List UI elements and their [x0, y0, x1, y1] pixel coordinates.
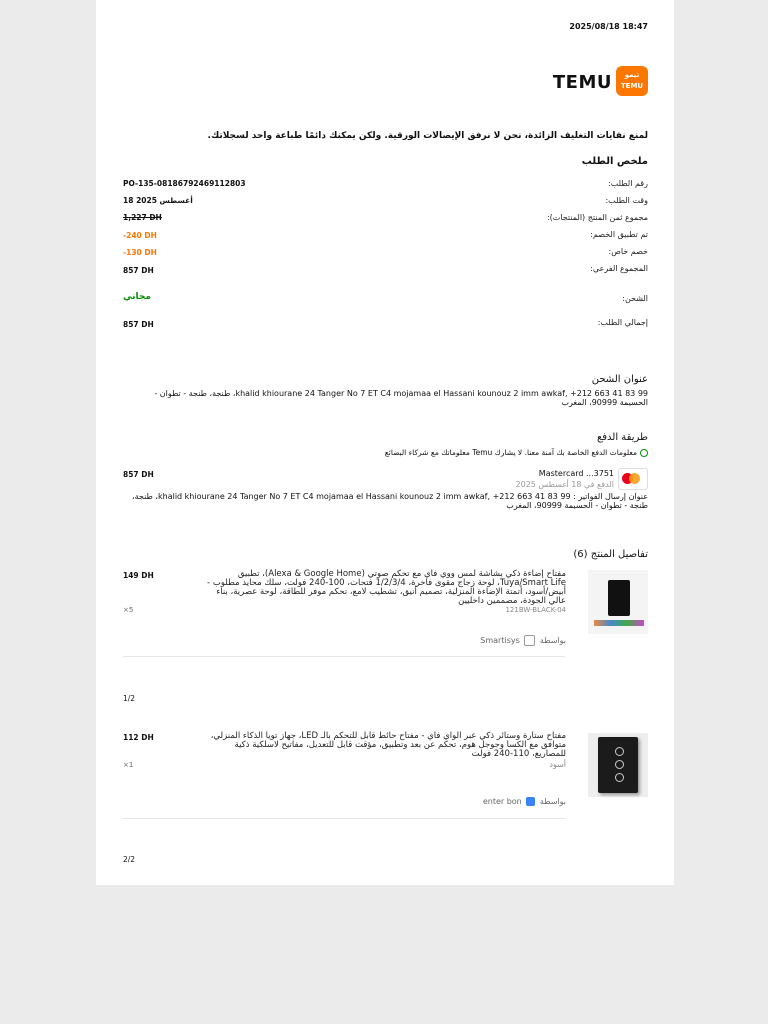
store-icon — [524, 635, 535, 646]
product-image[interactable] — [588, 570, 648, 634]
shipping-address-title: عنوان الشحن — [591, 374, 648, 385]
order-time-value: 18 أغسطس 2025 — [123, 196, 193, 205]
payment-method-title: طريقة الدفع — [596, 432, 648, 443]
items-total-label: مجموع ثمن المنتج (المنتجات): — [546, 213, 648, 222]
billing-address: عنوان إرسال الفواتير : khalid khiourane 24 Tanger No 7 ET C4 mojamaa el Hassani kounouz 2 imm awkaf, +212 663 41 83 99، طنجة، طنجة - تطوان - الحسيمة 90999، المغرب — [132, 492, 648, 510]
page-number: 2/2 — [123, 855, 136, 864]
product-variant: أسود — [549, 760, 566, 769]
brand-name: TEMU — [552, 72, 612, 93]
shipping-address-text: khalid khiourane 24 Tanger No 7 ET C4 mojamaa el Hassani kounouz 2 imm awkaf, +212 663 41 83 99، طنجة، طنجة - تطوان - الحسيمة 90999، المغرب — [154, 389, 648, 407]
product-details-title: تفاصيل المنتج (6) — [573, 549, 648, 560]
receipt-page — [96, 0, 674, 885]
order-number-value: PO-135-08186792469112803 — [123, 179, 246, 188]
print-datetime: 2025/08/18 18:47 — [569, 22, 648, 31]
product-image[interactable] — [588, 733, 648, 797]
seller-name[interactable]: Smartisys — [480, 636, 520, 645]
order-total-value: 857 DH — [123, 320, 154, 329]
product-quantity: ×1 — [123, 761, 134, 769]
product-variant: 121BW-BLACK-04 — [505, 606, 566, 614]
seller-line: بواسطة enter bon — [482, 797, 566, 806]
seller-name[interactable]: enter bon — [482, 797, 522, 806]
special-discount-value: -130 DH — [123, 248, 157, 257]
shipping-cost-label: الشحن: — [622, 294, 648, 303]
shield-icon — [640, 449, 648, 457]
seller-line: بواسطة Smartisys — [480, 636, 566, 645]
paperless-notice: لمنع نفايات التغليف الزائدة، نحن لا نرفق الإيصالات الورقية. ولكن يمكنك دائمًا طباعة واحد لسجلاتك. — [207, 131, 648, 141]
product-name[interactable]: مفتاح ستارة وستائر ذكي عبر الواي فاي - مفتاح حائط قابل للتحكم بالـ LED، جهاز تويا الذكاء المنزلي، متوافق مع الكسا وجوجل هوم، تحكم عن بعد وتطبيق، مؤقت قابل للتعديل، مفاتيح لاسلكية ذكية للمصاريع، 110-240 فولت — [210, 731, 566, 759]
product-quantity: ×5 — [123, 606, 134, 614]
discount-value: -240 DH — [123, 231, 157, 240]
divider — [123, 818, 565, 819]
order-number-label: رقم الطلب: — [608, 179, 648, 188]
order-time-label: وقت الطلب: — [605, 196, 648, 205]
subtotal-value: 857 DH — [123, 266, 154, 275]
store-icon — [526, 797, 535, 806]
divider — [123, 656, 565, 657]
items-total-value: 1,227 DH — [123, 213, 162, 222]
payment-security-note: معلومات الدفع الخاصة بك آمنة معنا. لا يشارك Temu معلوماتك مع شركاء البضائع — [118, 448, 648, 457]
product-price: 149 DH — [123, 571, 154, 580]
order-total-label: إجمالي الطلب: — [597, 318, 648, 327]
subtotal-label: المجموع الفرعي: — [590, 264, 648, 273]
product-name[interactable]: مفتاح إضاءة ذكي بشاشة لمس ووي فاي مع تحكم صوتي (Alexa & Google Home)، تطبيق Tuya/Smart Life، لوحة زجاج مقوى فاخرة، 1/2/3/4 فتحات، 100-240 فولت، سلك محايد مطلوب - أبيض/أسود، أتمتة الإضاءة المنزلية، تصميم أنيق، تشطيب لامع، تحكم موفر للطاقة، لوحة عصرية، بناء عالي الجودة، مصممين داخليين — [207, 569, 566, 606]
mastercard-icon — [618, 468, 648, 490]
product-price: 112 DH — [123, 733, 154, 742]
page-number: 1/2 — [123, 694, 136, 703]
card-number: Mastercard ...3751 — [538, 469, 614, 478]
shipping-cost-value: مجاني — [123, 292, 151, 302]
discount-label: تم تطبيق الخصم: — [590, 230, 648, 239]
summary-title: ملخص الطلب — [581, 156, 648, 167]
payment-date: الدفع في 18 أغسطس 2025 — [515, 480, 614, 489]
payment-amount: 857 DH — [123, 470, 154, 479]
temu-logo-icon: تيمو TEMU — [616, 66, 648, 96]
special-discount-label: خصم خاص: — [608, 247, 648, 256]
